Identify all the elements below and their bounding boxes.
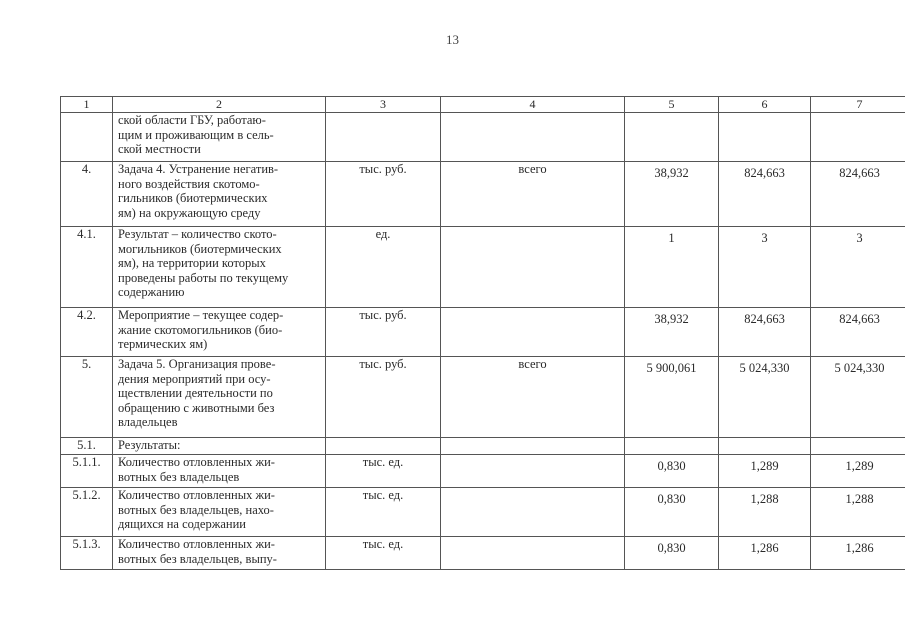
type-cell: всего [441,162,625,227]
row-name: Задача 5. Организация прове- дения мероприятий при осу- ществлении деятельности по обращению с животными без владельцев [113,357,326,438]
column-header: 2 [113,97,326,113]
value-cell [625,438,719,455]
row-name: Задача 4. Устранение негатив- ного воздействия скотомо- гильников (биотермических ям) на окружающую среду [113,162,326,227]
value-cell: 0,830 [625,455,719,488]
type-cell: всего [441,357,625,438]
type-cell [441,438,625,455]
row-number: 4. [61,162,113,227]
value-cell: 1 [625,227,719,308]
row-name: Количество отловленных жи- вотных без владельцев, нахо- дящихся на содержании [113,488,326,537]
column-number-row [61,97,905,113]
row-number: 5.1.3. [61,537,113,570]
row-name: Результат – количество ското- могильников (биотермических ям), на территории которых проведены работы по текущему содержанию [113,227,326,308]
program-table [60,96,905,570]
row-number: 5.1. [61,438,113,455]
column-header: 1 [61,97,113,113]
type-cell [441,455,625,488]
value-cell: 824,663 [719,162,811,227]
row-name: Результаты: [113,438,326,455]
value-cell: 1,289 [719,455,811,488]
value-cell: 1,289 [811,455,905,488]
page-number: 13 [446,32,459,47]
unit-cell: тыс. ед. [326,537,441,570]
unit-cell: тыс. руб. [326,308,441,357]
value-cell: 38,932 [625,308,719,357]
unit-cell: ед. [326,227,441,308]
value-cell [811,113,905,162]
type-cell [441,227,625,308]
value-cell [719,438,811,455]
value-cell: 1,286 [811,537,905,570]
unit-cell: тыс. ед. [326,488,441,537]
value-cell [811,438,905,455]
table-row [61,162,905,227]
value-cell: 3 [719,227,811,308]
value-cell: 824,663 [719,308,811,357]
row-number [61,113,113,162]
row-name: Мероприятие – текущее содер- жание скотомогильников (био- термических ям) [113,308,326,357]
unit-cell: тыс. руб. [326,162,441,227]
value-cell: 1,286 [719,537,811,570]
value-cell: 3 [811,227,905,308]
table-row [61,438,905,455]
value-cell: 5 900,061 [625,357,719,438]
unit-cell [326,438,441,455]
type-cell [441,537,625,570]
table-row [61,488,905,537]
column-header: 5 [625,97,719,113]
unit-cell: тыс. руб. [326,357,441,438]
row-number: 5.1.2. [61,488,113,537]
table-row [61,308,905,357]
column-header: 7 [811,97,905,113]
value-cell [719,113,811,162]
value-cell: 824,663 [811,162,905,227]
table-row [61,537,905,570]
value-cell: 38,932 [625,162,719,227]
type-cell [441,113,625,162]
value-cell: 824,663 [811,308,905,357]
row-name: Количество отловленных жи- вотных без владельцев, выпу- [113,537,326,570]
value-cell: 5 024,330 [719,357,811,438]
value-cell: 1,288 [811,488,905,537]
row-number: 5.1.1. [61,455,113,488]
value-cell [625,113,719,162]
row-number: 5. [61,357,113,438]
column-header: 4 [441,97,625,113]
column-header: 6 [719,97,811,113]
table-row [61,455,905,488]
column-header: 3 [326,97,441,113]
row-number: 4.2. [61,308,113,357]
type-cell [441,488,625,537]
unit-cell: тыс. ед. [326,455,441,488]
value-cell: 5 024,330 [811,357,905,438]
value-cell: 0,830 [625,488,719,537]
row-name: Количество отловленных жи- вотных без владельцев [113,455,326,488]
unit-cell [326,113,441,162]
value-cell: 1,288 [719,488,811,537]
table-row [61,227,905,308]
row-name: ской области ГБУ, работаю- щим и проживающим в сель- ской местности [113,113,326,162]
table-row [61,113,905,162]
value-cell: 0,830 [625,537,719,570]
table-row [61,357,905,438]
row-number: 4.1. [61,227,113,308]
type-cell [441,308,625,357]
